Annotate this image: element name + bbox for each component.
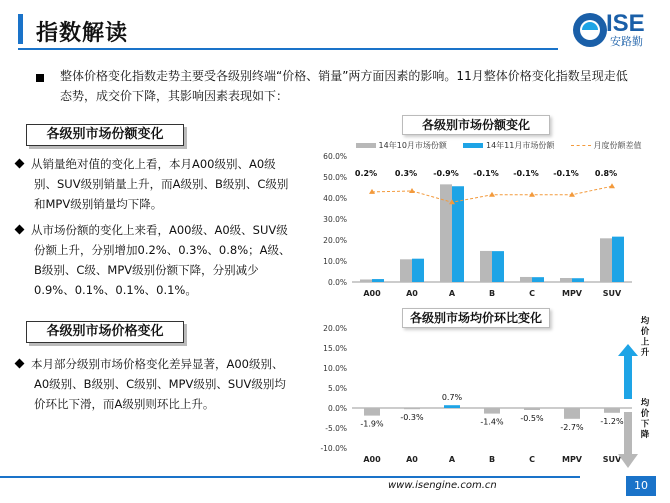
legend-swatch-nov bbox=[463, 143, 483, 148]
y-tick-label: 40.0% bbox=[323, 194, 347, 203]
y-tick-label: 5.0% bbox=[327, 384, 347, 393]
diff-point bbox=[609, 183, 615, 188]
share-chart-title: 各级别市场份额变化 bbox=[402, 115, 550, 135]
diamond-bullet-icon bbox=[15, 225, 25, 235]
x-tick-label: SUV bbox=[602, 455, 622, 464]
page-number: 10 bbox=[626, 476, 656, 496]
x-tick-label: C bbox=[529, 289, 535, 298]
square-bullet-icon bbox=[36, 74, 44, 82]
data-label: 0.7% bbox=[441, 393, 463, 403]
y-tick-label: -10.0% bbox=[320, 444, 347, 453]
y-tick-label: 15.0% bbox=[323, 344, 347, 353]
data-label: -0.5% bbox=[520, 414, 544, 423]
share-bullet-1 bbox=[16, 154, 292, 214]
diff-data-label: -0.1% bbox=[473, 169, 499, 178]
diff-point bbox=[569, 192, 575, 197]
share-chart bbox=[310, 150, 640, 302]
bar-oct-mpv bbox=[560, 278, 572, 282]
bar-oct-a0 bbox=[400, 259, 412, 282]
bar-a0 bbox=[404, 408, 420, 409]
diff-data-label: -0.1% bbox=[513, 169, 539, 178]
y-tick-label: -5.0% bbox=[325, 424, 347, 433]
price-bullet-1 bbox=[16, 354, 292, 414]
y-tick-label: 0.0% bbox=[327, 404, 347, 413]
bar-oct-suv bbox=[600, 238, 612, 282]
trend-arrows bbox=[618, 344, 638, 470]
diff-data-label: 0.2% bbox=[354, 169, 378, 178]
bar-nov-b bbox=[492, 251, 504, 282]
x-tick-label: B bbox=[488, 289, 496, 298]
bar-nov-c bbox=[532, 277, 544, 282]
y-tick-label: 0.0% bbox=[327, 278, 347, 287]
y-tick-label: 30.0% bbox=[323, 215, 347, 224]
down-arrow-label: 均价下降 bbox=[639, 398, 649, 440]
bar-nov-a0 bbox=[412, 259, 424, 282]
bar-mpv bbox=[564, 408, 580, 419]
share-bullet-2 bbox=[16, 220, 292, 300]
x-tick-label: MPV bbox=[561, 455, 583, 464]
diff-data-label: 0.3% bbox=[394, 169, 418, 178]
diamond-bullet-icon bbox=[15, 359, 25, 369]
bar-nov-a00 bbox=[372, 279, 384, 282]
share-bullet-2-text: 从市场份额的变化上来看，A00级、A0级、SUV级份额上升，分别增加0.2%、0.3%、0.8%；A级、B级别、C级、MPV级别份额下降，分别减少0.9%、0.1%、0.1%、0.1%。 bbox=[31, 223, 291, 297]
y-tick-label: 50.0% bbox=[323, 173, 347, 182]
y-tick-label: 10.0% bbox=[323, 257, 347, 266]
bar-nov-suv bbox=[612, 237, 624, 282]
y-tick-label: 20.0% bbox=[323, 324, 347, 333]
x-tick-label: B bbox=[488, 455, 496, 464]
diff-data-label: 0.8% bbox=[594, 169, 618, 178]
data-label: -1.2% bbox=[600, 416, 624, 426]
legend-label-diff: 月度份额差值 bbox=[593, 141, 642, 150]
legend-swatch-diff bbox=[571, 145, 591, 146]
bar-c bbox=[524, 408, 540, 410]
diff-data-label: -0.9% bbox=[433, 169, 459, 178]
x-tick-label: A0 bbox=[406, 289, 418, 298]
price-chart-title: 各级别市场均价环比变化 bbox=[402, 308, 550, 328]
data-label: -2.7% bbox=[560, 422, 584, 432]
title-divider bbox=[18, 48, 558, 50]
logo-text: ISE bbox=[606, 10, 645, 37]
data-label: -1.9% bbox=[360, 419, 384, 429]
price-bullet-1-text: 本月部分级别市场价格变化差异显著，A00级别、A0级别、B级别、C级别、MPV级别、SUV级别均价环比下滑，而A级别则环比上升。 bbox=[31, 357, 286, 411]
footer-divider bbox=[0, 476, 580, 478]
legend-swatch-oct bbox=[356, 143, 376, 148]
data-label: -0.3% bbox=[400, 413, 424, 423]
y-tick-label: 20.0% bbox=[323, 236, 347, 245]
bar-oct-c bbox=[520, 277, 532, 282]
section-title-price: 各级别市场价格变化 bbox=[26, 321, 184, 343]
x-tick-label: A00 bbox=[363, 289, 381, 298]
bar-oct-a00 bbox=[360, 279, 372, 282]
x-tick-label: A bbox=[448, 455, 456, 464]
diff-point bbox=[409, 188, 415, 193]
price-chart bbox=[310, 322, 640, 470]
up-arrow-label: 均价上升 bbox=[639, 316, 649, 358]
section-title-share: 各级别市场份额变化 bbox=[26, 124, 184, 146]
bar-a00 bbox=[364, 408, 380, 416]
diff-point bbox=[489, 192, 495, 197]
section-share-text bbox=[16, 154, 292, 300]
intro-paragraph: 整体价格变化指数走势主要受各级别终端“价格、销量”两方面因素的影响。11月整体价格变化指数呈现走低态势，成交价下降，其影响因素表现如下： bbox=[60, 69, 628, 103]
data-label: -1.4% bbox=[480, 417, 504, 427]
footer-url[interactable]: www.isengine.com.cn bbox=[388, 480, 497, 491]
diff-point bbox=[529, 192, 535, 197]
bar-b bbox=[484, 408, 500, 414]
x-tick-label: A0 bbox=[406, 455, 418, 464]
y-tick-label: 10.0% bbox=[323, 364, 347, 373]
legend-label-nov: 14年11月市场份额 bbox=[486, 141, 555, 150]
x-tick-label: A bbox=[448, 289, 456, 298]
bar-nov-mpv bbox=[572, 278, 584, 282]
share-bullet-1-text: 从销量绝对值的变化上看，本月A00级别、A0级别、SUV级别销量上升，而A级别、B级别、C级别和MPV级别销量均下降。 bbox=[31, 157, 289, 211]
x-tick-label: SUV bbox=[602, 289, 622, 298]
diff-data-label: -0.1% bbox=[553, 169, 579, 178]
logo-subtext: 安路勤 bbox=[610, 35, 643, 48]
legend-label-oct: 14年10月市场份额 bbox=[378, 141, 447, 150]
x-tick-label: C bbox=[529, 455, 535, 464]
section-price-text bbox=[16, 354, 292, 414]
bar-oct-b bbox=[480, 251, 492, 282]
y-tick-label: 60.0% bbox=[323, 152, 347, 161]
bar-a bbox=[444, 405, 460, 408]
title-accent-bar bbox=[18, 14, 23, 44]
x-tick-label: A00 bbox=[363, 455, 381, 464]
diamond-bullet-icon bbox=[15, 159, 25, 169]
down-arrow-icon bbox=[618, 412, 638, 468]
page-title: 指数解读 bbox=[36, 21, 129, 46]
x-tick-label: MPV bbox=[561, 289, 583, 298]
up-arrow-icon bbox=[618, 344, 638, 399]
